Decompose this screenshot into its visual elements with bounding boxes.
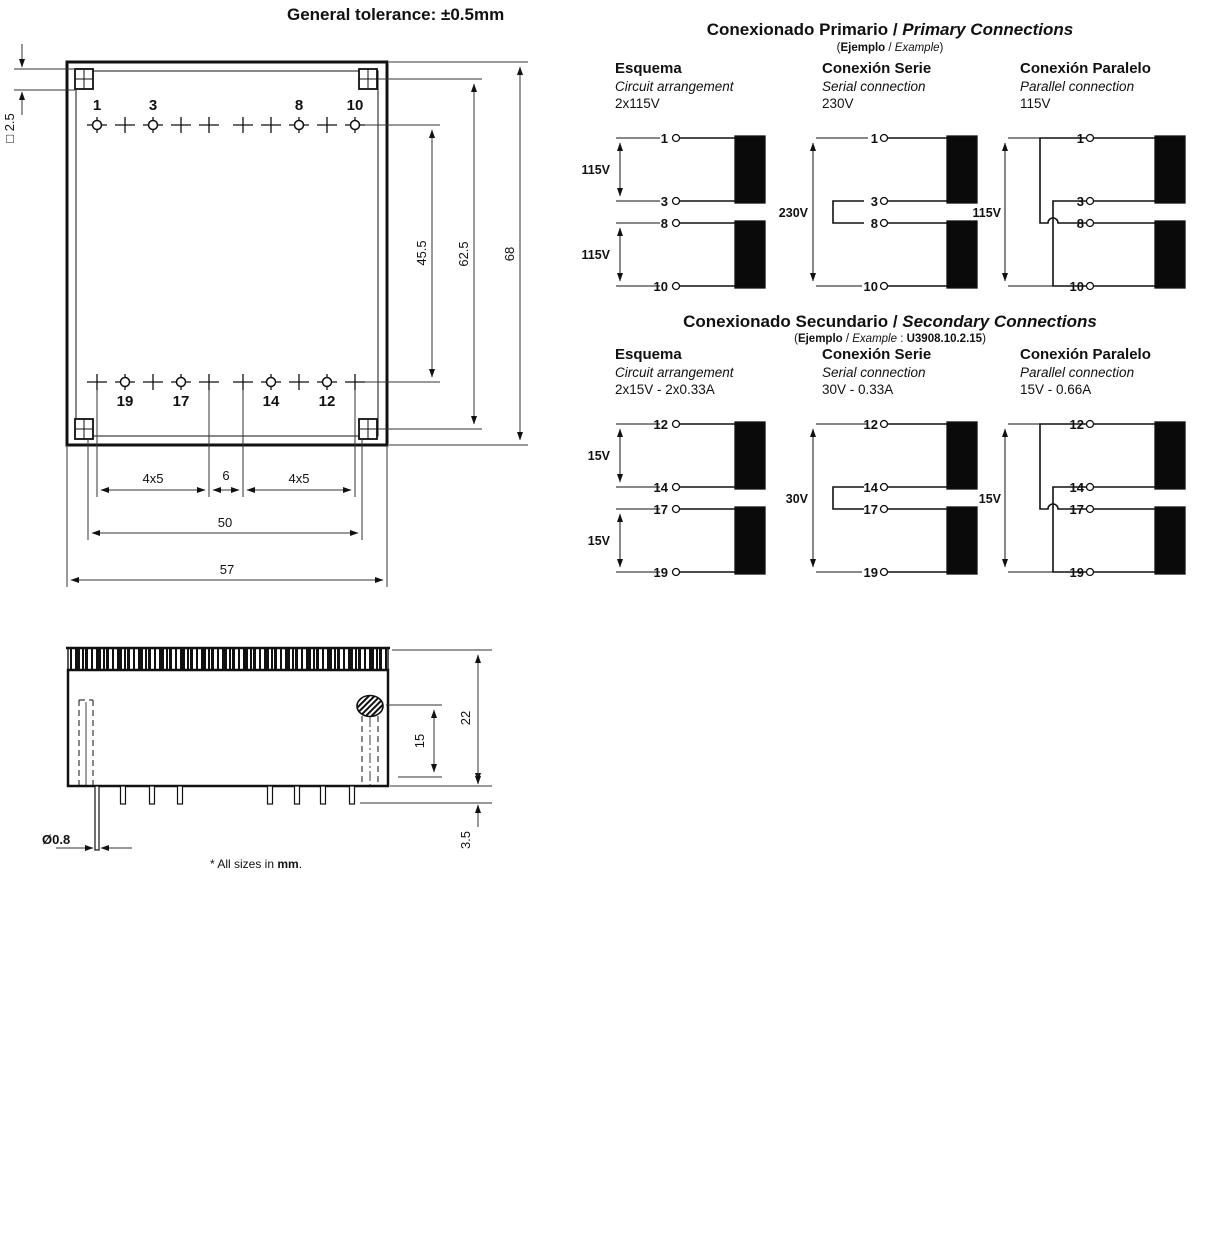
winding-coil — [1155, 422, 1185, 489]
winding-coil — [735, 507, 765, 574]
wiring — [813, 421, 977, 576]
long-pin — [95, 786, 99, 850]
pin-label: 3 — [1076, 194, 1084, 209]
wiring — [616, 135, 765, 290]
corner-hole-bottom-left — [75, 419, 93, 439]
pin-label: 19 — [653, 565, 668, 580]
general-tolerance-title: General tolerance: ±0.5mm — [287, 5, 505, 24]
pin-label: 10 — [1069, 279, 1084, 294]
pin-label: 8 — [1076, 216, 1084, 231]
col-name: Conexión Serie — [822, 60, 932, 77]
secondary-title-es: Conexionado Secundario — [683, 312, 889, 331]
pin-label: 10 — [863, 279, 878, 294]
col-value: 30V - 0.33A — [822, 381, 894, 397]
pin-label: 14 — [863, 480, 878, 495]
voltage-label: 115V — [972, 206, 1001, 220]
pin-label: 8 — [660, 216, 668, 231]
dim-pitch-right: 4x5 — [288, 471, 310, 486]
pin-label: 1 — [660, 131, 668, 146]
pin-label-12: 12 — [318, 393, 336, 410]
pin-label: 10 — [653, 279, 668, 294]
voltage-label: 15V — [587, 449, 610, 463]
pin-label-10: 10 — [346, 97, 364, 114]
voltage-label: 115V — [581, 163, 610, 177]
sizes-note — [210, 857, 302, 871]
primary-col-esquema — [615, 60, 734, 113]
pin-label: 12 — [1069, 417, 1084, 432]
pin-label: 1 — [1076, 131, 1084, 146]
pin-label-8: 8 — [294, 97, 304, 114]
dim-holes-vertical: 62.5 — [456, 241, 471, 267]
pin-label-1: 1 — [92, 97, 102, 114]
dim-screw-depth: 15 — [412, 733, 427, 749]
dim-holes-horizontal: 50 — [217, 515, 233, 530]
note-suffix: . — [298, 857, 303, 871]
corner-hole-top-right — [359, 69, 377, 89]
voltage-label: 15V — [978, 492, 1001, 506]
col-name: Conexión Paralelo — [1020, 346, 1151, 363]
secondary-paralelo-diagram — [968, 412, 1210, 590]
dim-body-height: 22 — [458, 710, 473, 726]
primary-col-serie — [822, 60, 931, 113]
col-subtitle: Parallel connection — [1020, 78, 1135, 94]
primary-title-sep: / — [888, 20, 903, 39]
pin-label-19: 19 — [116, 393, 134, 410]
pin-label: 8 — [870, 216, 878, 231]
col-value: 115V — [1020, 95, 1051, 111]
col-subtitle: Circuit arrangement — [615, 364, 734, 380]
side-view-pins — [95, 786, 355, 850]
primary-col-paralelo — [1020, 60, 1151, 113]
winding-coil — [735, 221, 765, 288]
top-view — [67, 62, 387, 445]
winding-coil — [735, 422, 765, 489]
col-subtitle: Parallel connection — [1020, 364, 1135, 380]
voltage-label: 15V — [587, 534, 610, 548]
secondary-title-en: Secondary Connections — [902, 312, 1097, 331]
wiring — [1005, 421, 1185, 576]
winding-coil — [735, 136, 765, 203]
pin-label: 17 — [863, 502, 878, 517]
col-value: 2x15V - 2x0.33A — [615, 381, 715, 397]
col-name: Conexión Serie — [822, 346, 932, 363]
secondary-example-note: (Ejemplo / Example : U3908.10.2.15) — [794, 333, 986, 345]
dim-pin-rows: 45.5 — [414, 240, 429, 266]
winding-coil — [1155, 507, 1185, 574]
primary-example-note: (Ejemplo / Example) — [836, 42, 944, 54]
winding-coil — [1155, 221, 1185, 288]
example-part-number: U3908.10.2.15 — [906, 333, 983, 345]
pin-label: 12 — [653, 417, 668, 432]
winding-coil — [1155, 136, 1185, 203]
secondary-col-serie — [822, 346, 931, 399]
pin-label-3: 3 — [148, 97, 158, 114]
col-name: Esquema — [615, 346, 682, 363]
dim-pitch-left: 4x5 — [142, 471, 164, 486]
col-value: 230V — [822, 95, 854, 111]
col-value: 15V - 0.66A — [1020, 381, 1092, 397]
col-subtitle: Circuit arrangement — [615, 78, 734, 94]
primary-paralelo-diagram — [968, 126, 1210, 304]
corner-hole-bottom-right — [359, 419, 377, 439]
col-subtitle: Serial connection — [822, 364, 926, 380]
primary-section-title — [580, 20, 1200, 40]
secondary-title-sep: / — [888, 312, 903, 331]
note-unit: mm — [277, 857, 299, 871]
mechanical-drawing — [0, 0, 560, 890]
pin-label: 19 — [863, 565, 878, 580]
dim-width: 57 — [219, 562, 235, 577]
secondary-col-paralelo — [1020, 346, 1151, 399]
pin-label: 14 — [653, 480, 668, 495]
pin-label: 17 — [653, 502, 668, 517]
wiring — [1005, 135, 1185, 290]
col-name: Conexión Paralelo — [1020, 60, 1151, 77]
pin-label: 3 — [870, 194, 878, 209]
pin-label: 1 — [870, 131, 878, 146]
pin-label-14: 14 — [262, 393, 280, 410]
pin-label-17: 17 — [172, 393, 190, 410]
dim-corner-square: □ 2.5 — [2, 113, 17, 143]
voltage-label: 230V — [778, 206, 808, 220]
voltage-label: 115V — [581, 248, 610, 262]
pin-label: 14 — [1069, 480, 1084, 495]
pin-label: 3 — [660, 194, 668, 209]
note-prefix: * All sizes in — [210, 857, 278, 871]
pin-label: 12 — [863, 417, 878, 432]
primary-title-es: Conexionado Primario — [706, 20, 889, 39]
dim-pin-diameter: Ø0.8 — [42, 832, 71, 847]
primary-title-en: Primary Connections — [902, 20, 1074, 39]
col-subtitle: Serial connection — [822, 78, 926, 94]
col-name: Esquema — [615, 60, 682, 77]
side-view — [66, 648, 390, 850]
secondary-col-esquema — [615, 346, 734, 399]
corner-hole-top-left — [75, 69, 93, 89]
dim-center-gap: 6 — [222, 468, 230, 483]
wiring — [616, 421, 765, 576]
wiring — [813, 135, 977, 290]
col-value: 2x115V — [615, 95, 660, 111]
voltage-label: 30V — [785, 492, 808, 506]
rib-strip — [68, 648, 388, 670]
dim-pin-length: 3.5 — [458, 830, 473, 850]
pin-label: 19 — [1069, 565, 1084, 580]
secondary-section-title — [580, 312, 1200, 332]
pin-label: 17 — [1069, 502, 1084, 517]
dim-height: 68 — [502, 246, 517, 262]
